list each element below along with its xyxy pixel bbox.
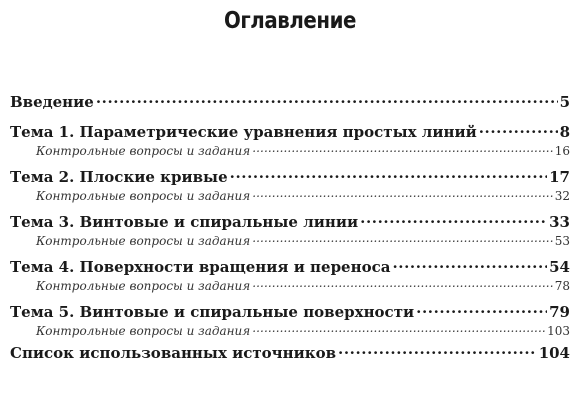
toc-subentry-label: Контрольные вопросы и задания (36, 144, 251, 158)
toc-subentry-label: Контрольные вопросы и задания (36, 234, 251, 248)
toc-entry-page: 17 (549, 168, 570, 186)
toc-subentry-label: Контрольные вопросы и задания (36, 189, 251, 203)
toc-subentry-page: 78 (554, 279, 570, 293)
dot-leader (252, 276, 553, 290)
toc-entry-page: 54 (549, 258, 570, 276)
toc-subentry-page: 53 (554, 234, 570, 248)
dot-leader (392, 255, 547, 272)
toc-subentry-page: 103 (547, 324, 570, 338)
toc-entry-label: Тема 4. Поверхности вращения и переноса (10, 258, 391, 276)
toc-subentry-topic-3-questions[interactable] (10, 231, 570, 251)
toc-subentry-topic-4-questions[interactable] (10, 276, 570, 296)
dot-leader (230, 165, 548, 182)
toc-entry-topic-1[interactable] (10, 120, 570, 141)
toc-entry-page: 104 (538, 344, 570, 362)
toc-subentry-page: 32 (554, 189, 570, 203)
toc-subentry-topic-5-questions[interactable] (10, 321, 570, 341)
toc-entry-intro[interactable] (10, 90, 570, 111)
page-title: Оглавление (223, 8, 357, 34)
toc-subentry-label: Контрольные вопросы и задания (36, 279, 251, 293)
dot-leader (252, 186, 553, 200)
table-of-contents (10, 90, 570, 362)
toc-subentry-topic-1-questions[interactable] (10, 141, 570, 161)
toc-entry-page: 8 (559, 123, 570, 141)
toc-entry-label: Список использованных источников (10, 344, 337, 362)
toc-subentry-label: Контрольные вопросы и задания (36, 324, 251, 338)
dot-leader (416, 300, 547, 317)
dot-leader (252, 231, 553, 245)
toc-entry-topic-4[interactable] (10, 255, 570, 276)
dot-leader (360, 210, 547, 227)
toc-entry-page: 5 (559, 93, 570, 111)
toc-entry-label: Тема 2. Плоские кривые (10, 168, 228, 186)
dot-leader (252, 141, 553, 155)
dot-leader (338, 341, 537, 358)
dot-leader (479, 120, 558, 137)
toc-entry-page: 33 (549, 213, 570, 231)
toc-entry-topic-3[interactable] (10, 210, 570, 231)
toc-entry-label: Тема 5. Винтовые и спиральные поверхности (10, 303, 415, 321)
toc-entry-page: 79 (549, 303, 570, 321)
toc-entry-label: Введение (10, 93, 94, 111)
toc-entry-topic-2[interactable] (10, 165, 570, 186)
dot-leader (252, 321, 545, 335)
toc-entry-label: Тема 1. Параметрические уравнения простых линий (10, 123, 477, 141)
toc-subentry-page: 16 (554, 144, 570, 158)
dot-leader (96, 90, 558, 107)
toc-entry-label: Тема 3. Винтовые и спиральные линии (10, 213, 359, 231)
toc-entry-topic-5[interactable] (10, 300, 570, 321)
toc-subentry-topic-2-questions[interactable] (10, 186, 570, 206)
toc-entry-references[interactable] (10, 341, 570, 362)
